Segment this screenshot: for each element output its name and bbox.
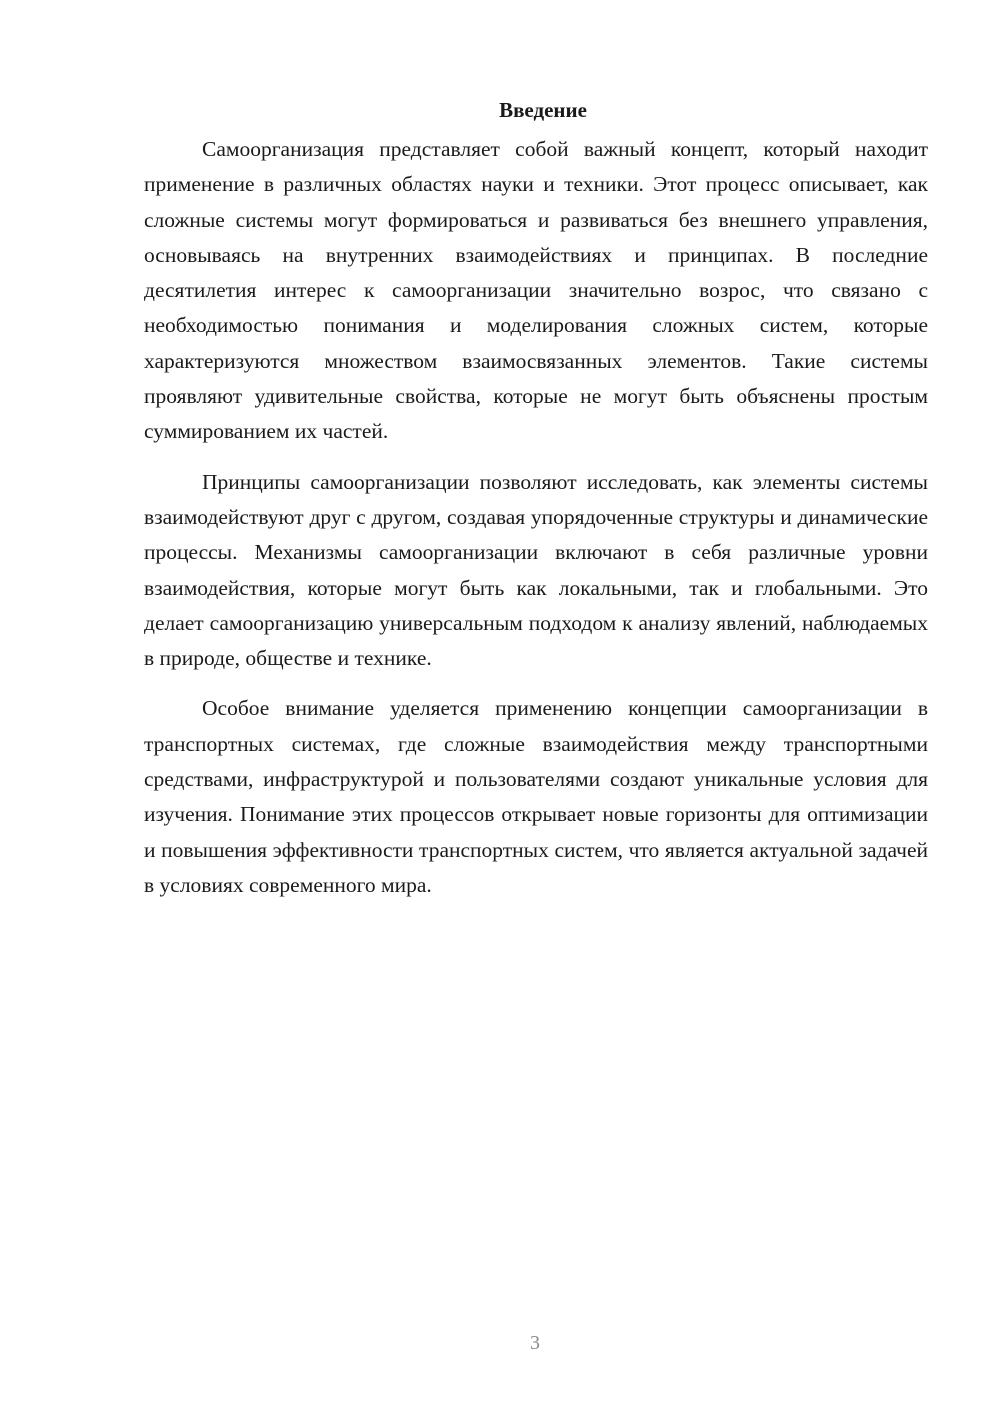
page-number: 3 xyxy=(530,1332,540,1354)
paragraph-2: Принципы самоорганизации позволяют исследовать, как элементы системы взаимодействуют друг с другом, создавая упорядоченные структуры и динамические процессы. Механизмы самоорганизации включают в себя различные уровни взаимодействия, которые могут быть как локальными, так и глобальными. Это делает самоорганизацию универсальным подходом к анализу явлений, наблюдаемых в природе, обществе и технике. xyxy=(144,469,928,671)
section-title: Введение xyxy=(499,98,587,122)
paragraph-3: Особое внимание уделяется применению концепции самоорганизации в транспортных системах, где сложные взаимодействия между транспортными средствами, инфраструктурой и пользователями создают уникальные условия для изучения. Понимание этих процессов открывает новые горизонты для оптимизации и повышения эффективности транспортных систем, что является актуальной задачей в условиях современного мира. xyxy=(144,696,928,897)
page-content xyxy=(144,96,928,918)
paragraph-1: Самоорганизация представляет собой важный концепт, который находит применение в различных областях науки и техники. Этот процесс описывает, как сложные системы могут формироваться и развиваться без внешнего управления, основываясь на внутренних взаимодействиях и принципах. В последние десятилетия интерес к самоорганизации значительно возрос, что связано с необходимостью понимания и моделирования сложных систем, которые характеризуются множеством взаимосвязанных элементов. Такие системы проявляют удивительные свойства, которые не могут быть объяснены простым суммированием их частей. xyxy=(144,137,928,444)
